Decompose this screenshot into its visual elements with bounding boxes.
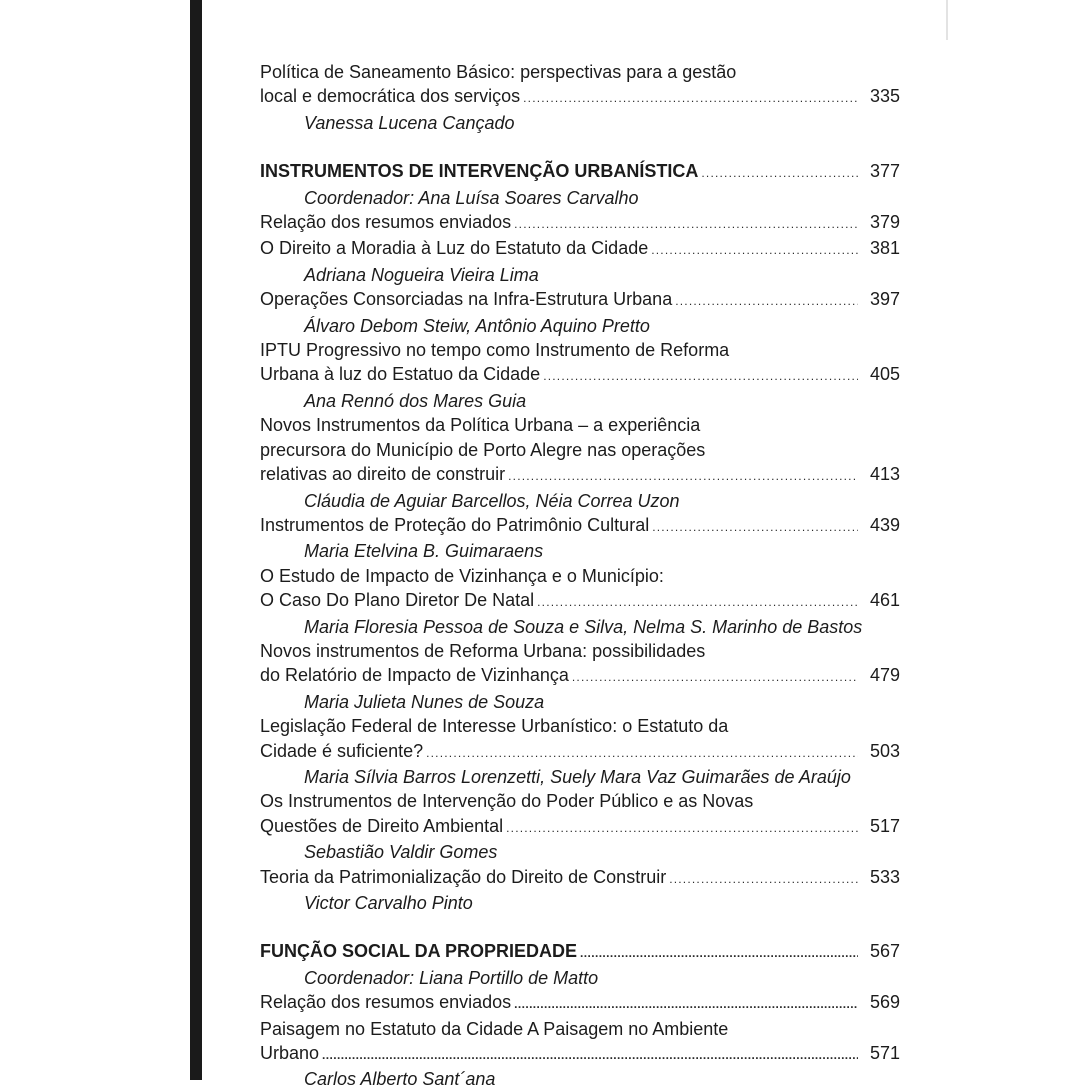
dot-leader (514, 212, 858, 236)
entry-last-line (260, 362, 900, 388)
section-heading (260, 159, 900, 185)
entry-title-line: O Estudo de Impacto de Vizinhança e o Município: (260, 565, 664, 586)
page-edge (946, 0, 948, 40)
toc-entry (260, 210, 900, 236)
page-number: 503 (869, 740, 900, 761)
toc-entry (260, 564, 900, 639)
page-number: 377 (869, 161, 900, 182)
page-number: 571 (869, 1043, 900, 1064)
entry-last-line (260, 236, 900, 262)
toc-entry (260, 1017, 900, 1092)
entry-title-line: Novos instrumentos de Reforma Urbana: possibilidades (260, 640, 706, 661)
dot-leader (669, 867, 858, 891)
entry-author: Maria Julieta Nunes de Souza (304, 691, 545, 712)
entry-title-end: Instrumentos de Proteção do Patrimônio Cultural (260, 514, 650, 535)
entry-title-end: Relação dos resumos enviados (260, 992, 512, 1013)
entry-title-end: Teoria da Patrimonialização do Direito de Construir (260, 866, 667, 887)
entry-title-line: precursora do Município de Porto Alegre nas operações (260, 439, 706, 460)
entry-author: Sebastião Valdir Gomes (304, 842, 498, 863)
entry-title-end: Relação dos resumos enviados (260, 212, 512, 233)
page-number: 517 (869, 815, 900, 836)
dot-leader (543, 364, 858, 388)
entry-last-line (260, 588, 900, 614)
entry-last-line (260, 210, 900, 236)
entry-author: Maria Sílvia Barros Lorenzetti, Suely Mara Vaz Guimarães de Araújo (304, 766, 851, 787)
section-coordinator: Coordenador: Ana Luísa Soares Carvalho (304, 187, 639, 208)
table-of-contents (260, 60, 900, 1092)
toc-entry (260, 789, 900, 864)
dot-leader (652, 515, 858, 539)
dot-leader (701, 161, 858, 185)
entry-last-line (260, 663, 900, 689)
entry-title-line: Paisagem no Estatuto da Cidade A Paisagem no Ambiente (260, 1018, 729, 1039)
entry-title-end: local e democrática dos serviços (260, 86, 521, 107)
section-spacer (260, 135, 900, 159)
entry-author: Maria Floresia Pessoa de Souza e Silva, Nelma S. Marinho de Bastos (304, 616, 863, 637)
entry-author: Adriana Nogueira Vieira Lima (304, 264, 539, 285)
toc-entry (260, 413, 900, 513)
page-number: 413 (869, 464, 900, 485)
page-number: 379 (869, 212, 900, 233)
page-number: 381 (869, 238, 900, 259)
left-margin (0, 0, 190, 1080)
section-funcao-social (260, 939, 900, 1091)
entry-title-end: relativas ao direito de construir (260, 464, 506, 485)
dot-leader (572, 665, 858, 689)
entry-author: Maria Etelvina B. Guimaraens (304, 541, 544, 562)
dot-leader (514, 992, 858, 1016)
entry-author: Carlos Alberto Sant´ana (304, 1069, 496, 1090)
page-number: 461 (869, 590, 900, 611)
page-number: 439 (869, 514, 900, 535)
entry-title-line: Legislação Federal de Interesse Urbanístico: o Estatuto da (260, 716, 729, 737)
dot-leader (675, 289, 858, 313)
entry-last-line (260, 287, 900, 313)
section-title: INSTRUMENTOS DE INTERVENÇÃO URBANÍSTICA (260, 161, 699, 182)
section-coordinator: Coordenador: Liana Portillo de Matto (304, 967, 599, 988)
dot-leader (651, 238, 858, 262)
entry-last-line (260, 990, 900, 1016)
dot-leader (506, 816, 858, 840)
toc-entry (260, 338, 900, 413)
toc-entry (260, 865, 900, 916)
entry-author: Cláudia de Aguiar Barcellos, Néia Correa Uzon (304, 490, 680, 511)
entry-last-line (260, 84, 900, 110)
entry-title-end: O Caso Do Plano Diretor De Natal (260, 590, 535, 611)
page-number: 567 (869, 941, 900, 962)
entry-title-end: O Direito a Moradia à Luz do Estatuto da Cidade (260, 238, 649, 259)
toc-entry (260, 639, 900, 714)
entry-author: Ana Rennó dos Mares Guia (304, 390, 527, 411)
book-spine (190, 0, 202, 1080)
entry-last-line (260, 1041, 900, 1067)
entry-title-end: Questões de Direito Ambiental (260, 815, 504, 836)
page-number: 569 (869, 992, 900, 1013)
page-number: 533 (869, 866, 900, 887)
entry-title-line: IPTU Progressivo no tempo como Instrumento de Reforma (260, 340, 730, 361)
dot-leader (426, 741, 858, 765)
section-instrumentos (260, 159, 900, 915)
entry-last-line (260, 814, 900, 840)
toc-entry (260, 60, 900, 135)
entry-title-end: Cidade é suficiente? (260, 740, 424, 761)
entry-author: Victor Carvalho Pinto (304, 893, 473, 913)
entry-last-line (260, 462, 900, 488)
dot-leader (580, 941, 858, 965)
section-spacer (260, 915, 900, 939)
entry-last-line (260, 513, 900, 539)
entry-last-line (260, 865, 900, 891)
toc-entry (260, 236, 900, 287)
section-title: FUNÇÃO SOCIAL DA PROPRIEDADE (260, 941, 578, 962)
entry-author: Vanessa Lucena Cançado (304, 112, 515, 133)
section-heading (260, 939, 900, 965)
entry-title-end: Urbana à luz do Estatuo da Cidade (260, 364, 541, 385)
toc-entry (260, 714, 900, 789)
page-number: 397 (869, 289, 900, 310)
entry-title-line: Os Instrumentos de Intervenção do Poder Público e as Novas (260, 791, 754, 812)
page-number: 405 (869, 364, 900, 385)
page-number: 335 (869, 86, 900, 107)
toc-entry (260, 990, 900, 1016)
entry-author: Álvaro Debom Steiw, Antônio Aquino Pretto (304, 315, 650, 336)
dot-leader (523, 86, 858, 110)
dot-leader (508, 464, 858, 488)
page-number: 479 (869, 665, 900, 686)
entry-title-end: Operações Consorciadas na Infra-Estrutura Urbana (260, 289, 673, 310)
entry-last-line (260, 739, 900, 765)
dot-leader (322, 1043, 858, 1067)
entry-title-line: Política de Saneamento Básico: perspectivas para a gestão (260, 62, 737, 82)
dot-leader (537, 590, 858, 614)
entry-title-line: Novos Instrumentos da Política Urbana – a experiência (260, 415, 701, 436)
toc-entry (260, 287, 900, 338)
entry-title-end: Urbano (260, 1043, 320, 1064)
entry-title-end: do Relatório de Impacto de Vizinhança (260, 665, 569, 686)
toc-entry (260, 513, 900, 564)
